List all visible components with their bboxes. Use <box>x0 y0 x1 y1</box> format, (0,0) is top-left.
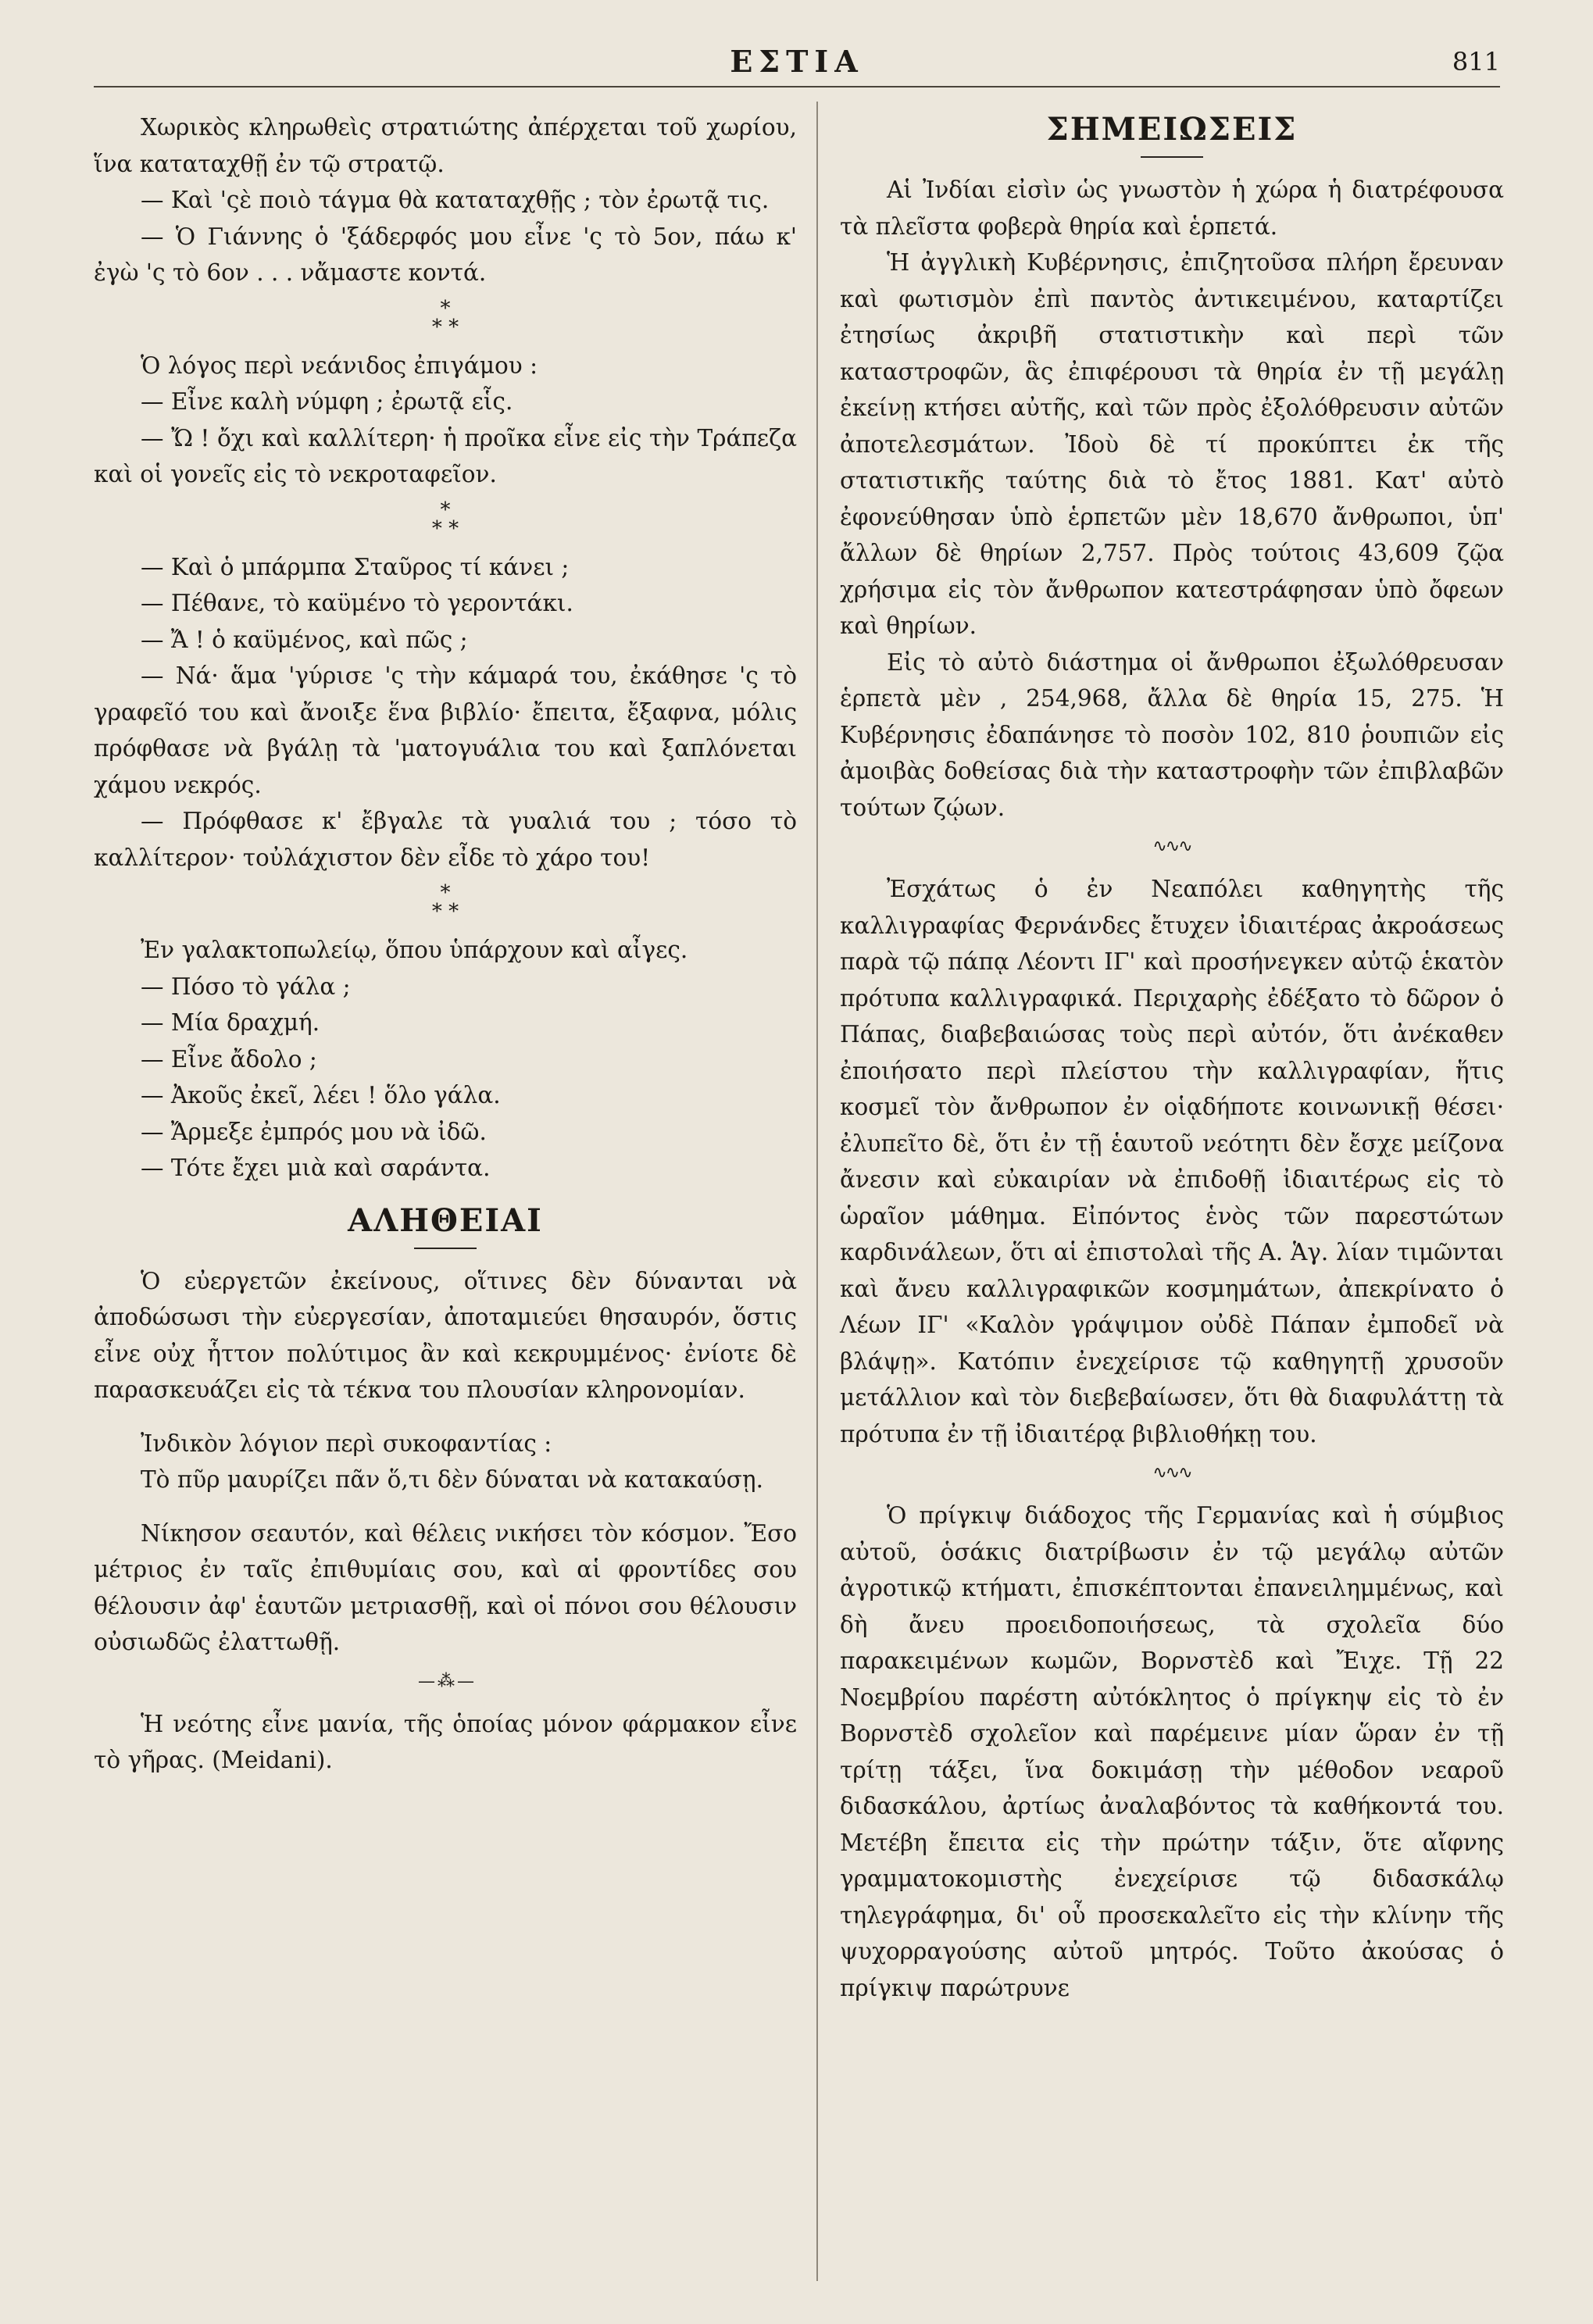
dialogue-line: — Νά· ἅμα 'γύρισε 'ς τὴν κάμαρά του, ἐκάθησε 'ς τὸ γραφεῖό του καὶ ἄνοιξε ἕνα βιβλίο· ἔπειτα, ἔξαφνα, μόλις πρόφθασε νὰ βγάλῃ τὰ 'ματογυάλια του καὶ ξαπλόνεται χάμου νεκρός. <box>94 662 797 798</box>
dialogue-line: — Εἶνε καλὴ νύμφη ; ἐρωτᾷ εἷς. <box>141 388 513 415</box>
maxim-paragraph: Τὸ πῦρ μαυρίζει πᾶν ὅ,τι δὲν δύναται νὰ κατακαύσῃ. <box>141 1466 763 1493</box>
maxim-paragraph: Ὁ εὐεργετῶν ἐκείνους, οἵτινες δὲν δύνανται νὰ ἀποδώσωσι τὴν εὐεργεσίαν, ἀποταμιεύει θησαυρόν, ὅστις εἶνε οὐχ ἧττον πολύτιμος ἂν καὶ κεκρυμμένος· ἐνίοτε δὲ παρασκευάζει εἰς τὰ τέκνα του πλουσίαν κληρονομίαν. <box>94 1267 797 1403</box>
heading-rule <box>414 1248 477 1249</box>
dialogue-line: — Ἄ ! ὁ καϋμένος, καὶ πῶς ; <box>141 626 468 653</box>
note-paragraph: Ὁ πρίγκιψ διάδοχος τῆς Γερμανίας καὶ ἡ σύμβιος αὐτοῦ, ὁσάκις διατρίβωσιν ἐν τῷ μεγάλῳ αὐτῶν ἀγροτικῷ κτήματι, ἐπισκέπτονται ἐπανειλημμένως, καὶ δὴ ἄνευ προειδοποιήσεως, τὰ σχολεῖα δύο παρακειμένων κωμῶν, Βορνστὲδ καὶ Ἔιχε. Τῇ 22 Νοεμβρίου παρέστη αὐτόκλητος ὁ πρίγκηψ εἰς τὸ ἐν Βορνστὲδ σχολεῖον καὶ παρέμεινε μίαν ὥραν ἐν τῇ τρίτῃ τάξει, ἵνα δοκιμάσῃ τὴν μέθοδον νεαροῦ διδασκάλου, ἀρτίως ἀναλαβόντος τὰ καθήκοντά του. Μετέβη ἔπειτα εἰς τὴν πρώτην τάξιν, ὅτε αἴφνης γραμματοκομιστὴς ἐνεχείρισε τῷ διδασκάλῳ τηλεγράφημα, δι' οὗ προσεκαλεῖτο εἰς τὴν κλίνην τῆς ψυχορραγούσης αὐτοῦ μητρός. Τοῦτο ἀκούσας ὁ πρίγκιψ παρώτρυνε <box>840 1502 1504 2001</box>
dialogue-line: — Πόσο τὸ γάλα ; <box>141 973 351 1000</box>
maxim-paragraph: Ἡ νεότης εἶνε μανία, τῆς ὁποίας μόνον φάρμακον εἶνε τὸ γῆρας. (Meidani). <box>94 1710 797 1773</box>
ornament-separator: ∿∿∿ <box>1152 1463 1191 1483</box>
right-column <box>840 109 1504 2006</box>
journal-title: ΕΣΤΙΑ <box>730 44 864 79</box>
page-number: 811 <box>1452 47 1500 77</box>
section-heading-truths: ΑΛΗΘΕΙΑΙ <box>348 1201 543 1239</box>
heading-rule <box>1141 156 1203 158</box>
dialogue-line: — Πρόφθασε κ' ἔβγαλε τὰ γυαλιά του ; τόσο τὸ καλλίτερον· τοὐλάχιστον δὲν εἶδε τὸ χάρο του! <box>94 808 797 871</box>
column-divider <box>816 102 818 2281</box>
dialogue-line: — Ὁ Γιάννης ὁ 'ξάδερφός μου εἶνε 'ς τὸ 5ον, πάω κ' ἐγὼ 'ς τὸ 6ον . . . νἄμαστε κοντά. <box>94 223 797 286</box>
note-paragraph: Ἐσχάτως ὁ ἐν Νεαπόλει καθηγητὴς τῆς καλλιγραφίας Φερνάνδες ἔτυχεν ἰδιαιτέρας ἀκροάσεως παρὰ τῷ πάπᾳ Λέοντι ΙΓ' καὶ προσήνεγκεν αὐτῷ ἑκατὸν πρότυπα καλλιγραφικά. Περιχαρὴς ἐδέξατο τὸ δῶρον ὁ Πάπας, διαβεβαιώσας τοὺς περὶ αὐτόν, ὅτι ἀνέκαθεν ἐποιήσατο περὶ πλείστου τὴν καλλιγραφίαν, ἥτις κοσμεῖ τὸν ἄνθρωπον ἐν οἱᾳδήποτε κοινωνικῇ θέσει· ἐλυπεῖτο δὲ, ὅτι ἐν τῇ ἑαυτοῦ νεότητι δὲν ἔσχε μείζονα ἄνεσιν καὶ εὐκαιρίαν νὰ ἐπιδοθῇ ἰδιαιτέρως εἰς τὸ ὡραῖον μάθημα. Εἰπόντος ἑνὸς τῶν παρεστώτων καρδινάλεων, ὅτι αἱ ἐπιστολαὶ τῆς Α. Ἁγ. λίαν τιμῶνται καὶ ἄνευ καλλιγραφικῶν κοσμημάτων, ἀπεκρίνατο ὁ Λέων ΙΓ' «Καλὸν γράψιμον οὐδὲ Πάπαν ἐμποδεῖ νὰ βλάψῃ». Κατόπιν ἐνεχείρισε τῷ καθηγητῇ χρυσοῦν μετάλλιον καὶ τὸν διεβεβαίωσεν, ὅτι θὰ διαφυλάττῃ τὰ πρότυπα ἐν τῇ ἰδιαιτέρᾳ βιβλιοθήκῃ του. <box>840 876 1504 1448</box>
dialogue-line: — Καὶ ὁ μπάρμπα Σταῦρος τί κάνει ; <box>141 553 570 580</box>
asterism-separator: * * * <box>431 881 459 923</box>
maxim-title: Ἰνδικὸν λόγιον περὶ συκοφαντίας : <box>141 1430 552 1457</box>
dialogue-line: — Εἶνε ἄδολο ; <box>141 1045 317 1073</box>
dialogue-line: — Πέθανε, τὸ καϋμένο τὸ γεροντάκι. <box>141 590 573 616</box>
asterism-separator: * * * <box>431 296 459 339</box>
dialogue-line: — Ἀκοῦς ἐκεῖ, λέει ! ὅλο γάλα. <box>141 1082 501 1108</box>
anecdote-paragraph: Ἐν γαλακτοπωλείῳ, ὅπου ὑπάρχουν καὶ αἶγες. <box>141 937 688 963</box>
anecdote-paragraph: Χωρικὸς κληρωθεὶς στρατιώτης ἀπέρχεται τοῦ χωρίου, ἵνα καταταχθῇ ἐν τῷ στρατῷ. <box>94 114 797 177</box>
section-heading-notes: ΣΗΜΕΙΩΣΕΙΣ <box>1046 111 1298 148</box>
anecdote-paragraph: Ὁ λόγος περὶ νεάνιδος ἐπιγάμου : <box>141 352 538 379</box>
asterism-separator: * * * <box>431 498 459 541</box>
dash-separator: — ⁂ — <box>418 1671 473 1691</box>
dialogue-line: — Μία δραχμή. <box>141 1009 320 1036</box>
dialogue-line: — Ὤ ! ὄχι καὶ καλλίτερη· ἡ προῖκα εἶνε εἰς τὴν Τράπεζα καὶ οἱ γονεῖς εἰς τὸ νεκροταφεῖον. <box>94 424 797 487</box>
note-paragraph: Ἡ ἀγγλικὴ Κυβέρνησις, ἐπιζητοῦσα πλήρη ἔρευναν καὶ φωτισμὸν ἐπὶ παντὸς ἀντικειμένου, καταρτίζει ἐτησίως ἀκριβῆ στατιστικὴν καὶ περὶ τῶν καταστροφῶν, ἃς ἐπιφέρουσι τὰ θηρία ἐν τῇ μεγάλῃ ἐκείνῃ κτήσει αὐτῆς, καὶ τῶν πρὸς ἐξολόθρευσιν αὐτῶν ἀποτελεσμάτων. Ἰδοὺ δὲ τί προκύπτει ἐκ τῆς στατιστικῆς ταύτης διὰ τὸ ἔτος 1881. Κατ' αὐτὸ ἐφονεύθησαν ὑπὸ ἑρπετῶν μὲν 18,670 ἄνθρωποι, ὑπ' ἄλλων δὲ θηρίων 2,757. Πρὸς τούτοις 43,609 ζῷα χρήσιμα εἰς τὸν ἄνθρωπον κατεστράφησαν ὑπὸ ὄφεων καὶ θηρίων. <box>840 249 1504 639</box>
masthead <box>94 39 1500 87</box>
maxim-paragraph: Νίκησον σεαυτόν, καὶ θέλεις νικήσει τὸν κόσμον. Ἔσο μέτριος ἐν ταῖς ἐπιθυμίαις σου, καὶ αἱ φροντίδες σου θέλουσιν ἀφ' ἑαυτῶν μετριασθῇ, καὶ οἱ πόνοι σου θέλουσιν οὐσιωδῶς ἐλαττωθῇ. <box>94 1519 797 1655</box>
note-paragraph: Εἰς τὸ αὐτὸ διάστημα οἱ ἄνθρωποι ἐξωλόθρευσαν ἑρπετὰ μὲν , 254,968, ἄλλα δὲ θηρία 15, 275. Ἡ Κυβέρνησις ἐδαπάνησε τὸ ποσὸν 102, 810 ῥουπιῶν εἰς ἀμοιβὰς δοθείσας διὰ τὴν καταστροφὴν τῶν ἐπιβλαβῶν τούτων ζῴων. <box>840 648 1504 821</box>
ornament-separator: ∿∿∿ <box>1152 837 1191 856</box>
note-paragraph: Αἱ Ἰνδίαι εἰσὶν ὡς γνωστὸν ἡ χώρα ἡ διατρέφουσα τὰ πλεῖστα φοβερὰ θηρία καὶ ἑρπετά. <box>840 177 1504 240</box>
spacer <box>94 1408 797 1426</box>
dialogue-line: — Ἄρμεξε ἐμπρός μου νὰ ἰδῶ. <box>141 1118 487 1145</box>
left-column <box>94 109 797 1779</box>
dialogue-line: — Τότε ἔχει μιὰ καὶ σαράντα. <box>141 1155 491 1181</box>
spacer <box>94 1498 797 1515</box>
dialogue-line: — Καὶ 'ςὲ ποιὸ τάγμα θὰ καταταχθῇς ; τὸν ἐρωτᾷ τις. <box>141 187 770 213</box>
